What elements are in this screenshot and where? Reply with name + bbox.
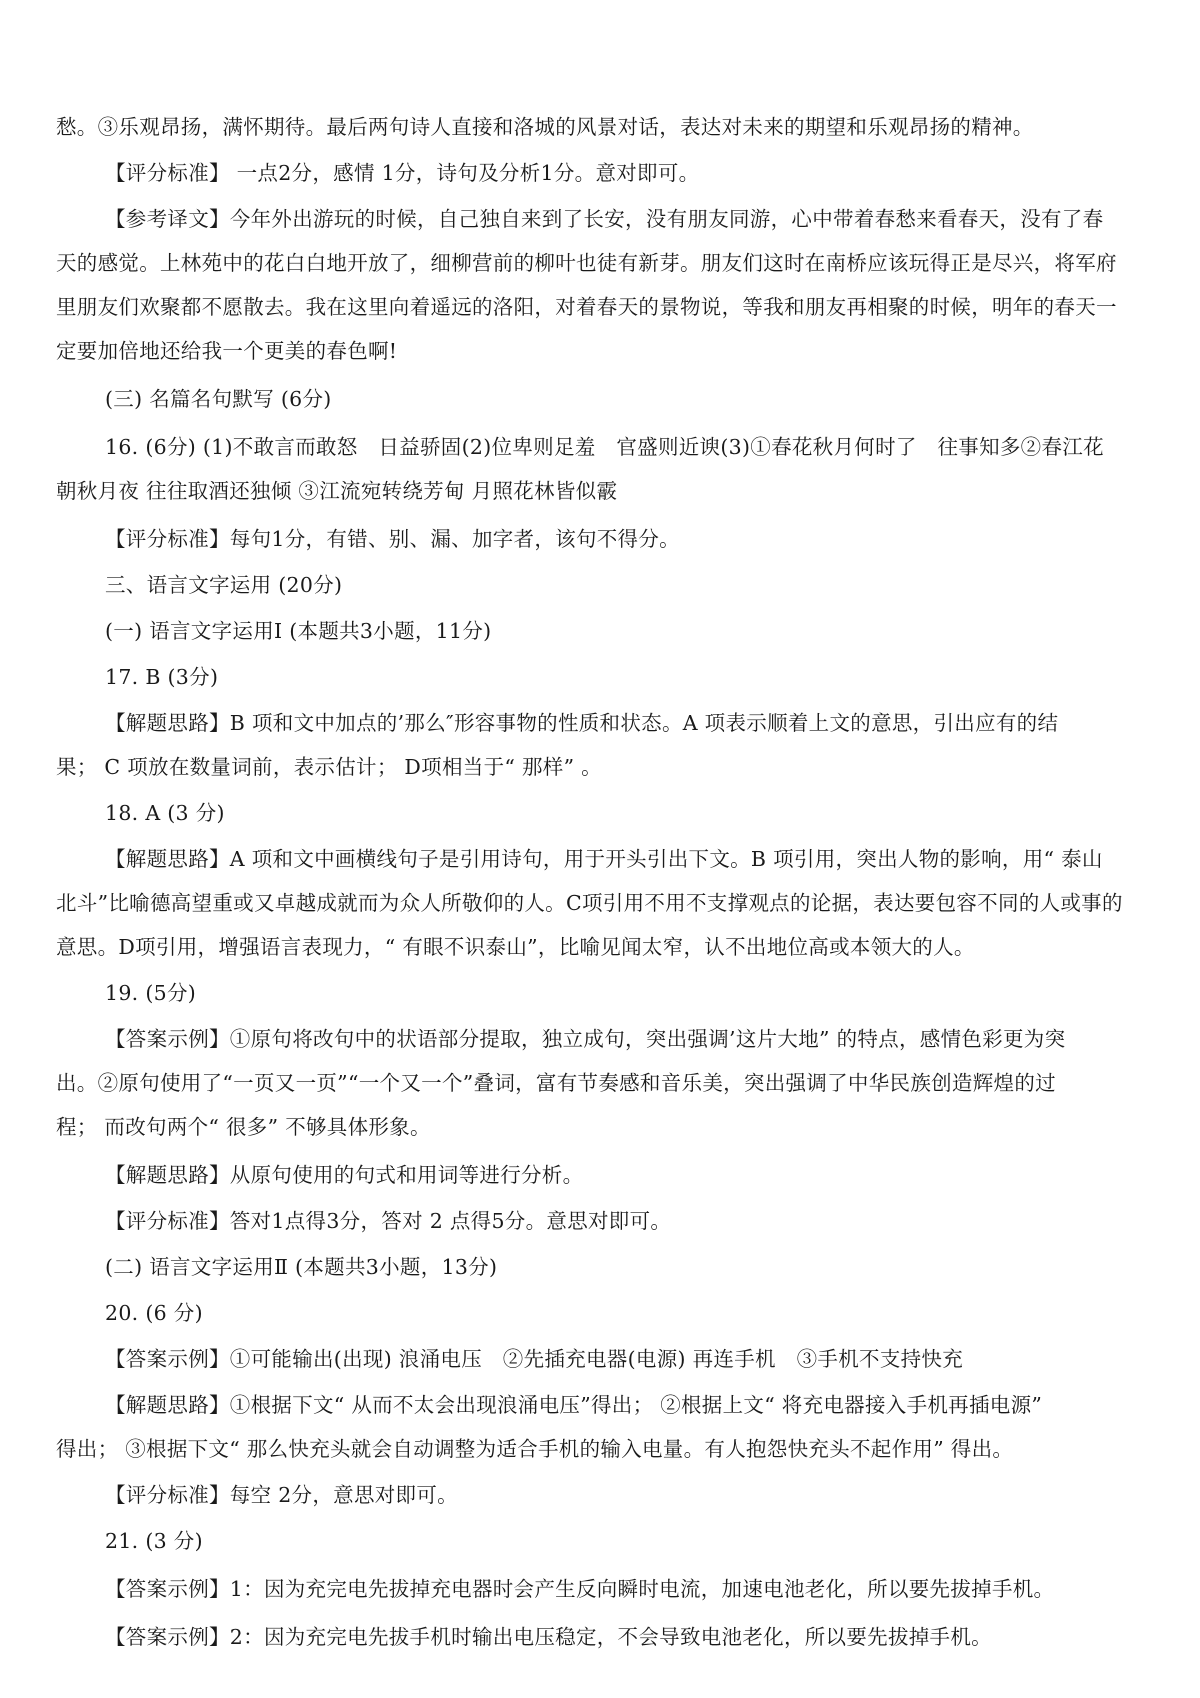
text-line-2: 【评分标准】 一点2分，感情 1分，诗句及分析1分。意对即可。 — [105, 161, 700, 185]
text-line-24: 【解题思路】从原句使用的句式和用词等进行分析。 — [105, 1163, 584, 1187]
text-line-10: 【评分标准】每句1分，有错、别、漏、加字者，该句不得分。 — [105, 527, 680, 551]
text-line-23: 程； 而改句两个“ 很多” 不够具体形象。 — [56, 1115, 431, 1139]
question-20: 20. (6 分) — [105, 1301, 203, 1325]
text-line-9: 朝秋月夜 往往取酒还独倾 ③江流宛转绕芳甸 月照花林皆似霰 — [56, 479, 618, 503]
section-heading-sub1: (一) 语言文字运用Ⅰ (本题共3小题，11分) — [105, 619, 492, 643]
text-line-33: 【答案示例】1：因为充完电先拔掉充电器时会产生反向瞬时电流，加速电池老化，所以要先拔掉手机。 — [105, 1577, 1055, 1601]
text-line-31: 【评分标准】每空 2分，意思对即可。 — [105, 1483, 458, 1507]
text-line-8: 16. (6分) (1)不敢言而敢怒 日益骄固(2)位卑则足羞 官盛则近谀(3)①春花秋月何时了 往事知多②春江花 — [105, 435, 1104, 459]
section-heading-3: (三) 名篇名句默写 (6分) — [105, 387, 332, 411]
text-line-22: 出。②原句使用了“一页又一页”“一个又一个”叠词，富有节奏感和音乐美，突出强调了中华民族创造辉煌的过 — [56, 1071, 1056, 1095]
text-line-30: 得出； ③根据下文“ 那么快充头就会自动调整为适合手机的输入电量。有人抱怨快充头不起作用” 得出。 — [56, 1437, 1014, 1461]
document-body — [56, 112, 1146, 1652]
text-line-21: 【答案示例】①原句将改句中的状语部分提取，独立成句，突出强调’这片大地” 的特点，感情色彩更为突 — [105, 1027, 1066, 1051]
text-line-6: 定要加倍地还给我一个更美的春色啊! — [56, 339, 398, 363]
text-line-5: 里朋友们欢聚都不愿散去。我在这里向着遥远的洛阳，对着春天的景物说，等我和朋友再相聚的时候，明年的春天一 — [56, 295, 1117, 319]
text-line-34: 【答案示例】2：因为充完电先拔手机时输出电压稳定，不会导致电池老化，所以要先拔掉手机。 — [105, 1625, 992, 1649]
text-line-28: 【答案示例】①可能输出(出现) 浪涌电压 ②先插充电器(电源) 再连手机 ③手机不支持快充 — [105, 1347, 964, 1371]
text-line-14: 【解题思路】B 项和文中加点的’那么″形容事物的性质和状态。A 项表示顺着上文的意思，引出应有的结 — [105, 711, 1059, 735]
text-line-29: 【解题思路】①根据下文“ 从而不太会出现浪涌电压”得出； ②根据上文“ 将充电器接入手机再插电源” — [105, 1393, 1043, 1417]
text-line-18: 北斗”比喻德高望重或又卓越成就而为众人所敬仰的人。C项引用不用不支撑观点的论据，表达要包容不同的人或事的 — [56, 891, 1123, 915]
section-heading-sub2: (二) 语言文字运用Ⅱ (本题共3小题，13分) — [105, 1255, 498, 1279]
text-line-25: 【评分标准】答对1点得3分，答对 2 点得5分。意思对即可。 — [105, 1209, 672, 1233]
question-19: 19. (5分) — [105, 981, 197, 1005]
text-line-15: 果； C 项放在数量词前，表示估计； D项相当于“ 那样” 。 — [56, 755, 602, 779]
text-line-3: 【参考译文】今年外出游玩的时候，自己独自来到了长安，没有朋友同游，心中带着春愁来看春天，没有了春 — [105, 207, 1104, 231]
section-heading-main: 三、语言文字运用 (20分) — [105, 573, 343, 597]
text-line-4: 天的感觉。上林苑中的花白白地开放了，细柳营前的柳叶也徒有新芽。朋友们这时在南桥应该玩得正是尽兴，将军府 — [56, 251, 1117, 275]
text-line-1: 愁。③乐观昂扬，满怀期待。最后两句诗人直接和洛城的风景对话，表达对未来的期望和乐观昂扬的精神。 — [56, 115, 1034, 139]
question-18: 18. A (3 分) — [105, 801, 225, 825]
text-line-17: 【解题思路】A 项和文中画横线句子是引用诗句，用于开头引出下文。B 项引用，突出人物的影响，用“ 泰山 — [105, 847, 1103, 871]
question-21: 21. (3 分) — [105, 1529, 203, 1553]
question-17: 17. B (3分) — [105, 665, 219, 689]
text-line-19: 意思。D项引用，增强语言表现力，“ 有眼不识泰山”，比喻见闻太窄，认不出地位高或本领大的人。 — [56, 935, 975, 959]
